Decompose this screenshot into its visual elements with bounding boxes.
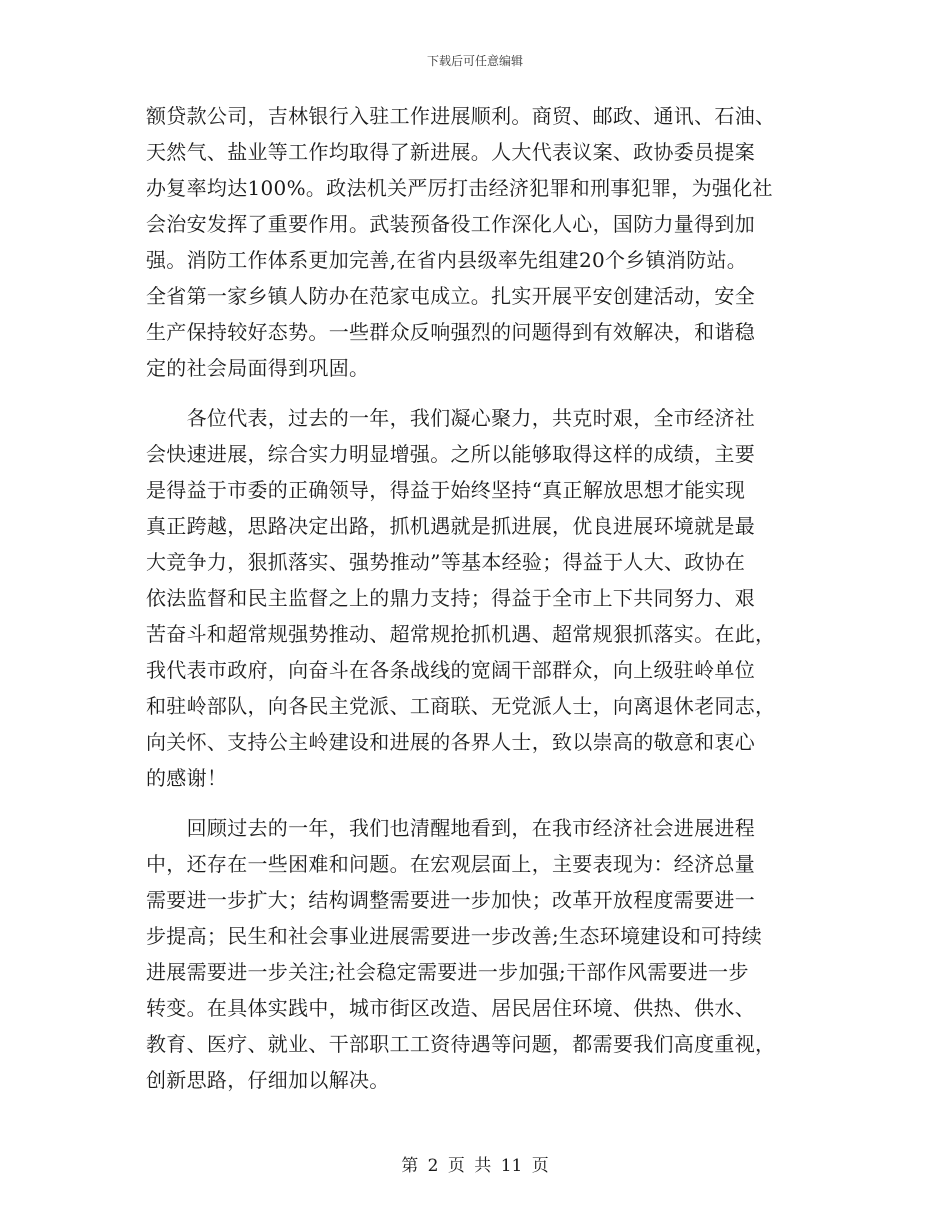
text-line: 是得益于市委的正确领导，得益于始终坚持“真正解放思想才能实现 bbox=[146, 478, 746, 502]
page-footer: 第 2 页 共 11 页 bbox=[401, 1156, 549, 1176]
text-line: 中，还存在一些困难和问题。在宏观层面上，主要表现为：经济总量 bbox=[146, 852, 755, 876]
text-line: 步提高；民生和社会事业进展需要进一步改善;生态环境建设和可持续 bbox=[146, 924, 763, 948]
text-line: 转变。在具体实践中，城市街区改造、居民居住环境、供热、供水、 bbox=[146, 996, 755, 1020]
page-header: 下载后可任意编辑 bbox=[426, 54, 523, 68]
text-line: 会快速进展，综合实力明显增强。之所以能够取得这样的成绩，主要 bbox=[146, 442, 755, 466]
text-line: 办复率均达100%。政法机关严厉打击经济犯罪和刑事犯罪，为强化社 bbox=[146, 176, 773, 200]
text-line: 天然气、盐业等工作均取得了新进展。人大代表议案、政协委员提案 bbox=[146, 140, 755, 164]
text-line: 依法监督和民主监督之上的鼎力支持；得益于全市上下共同努力、艰 bbox=[146, 586, 755, 610]
text-line: 大竞争力，狠抓落实、强势推动”等基本经验；得益于人大、政协在 bbox=[146, 550, 746, 574]
text-line: 和驻岭部队，向各民主党派、工商联、无党派人士，向离退休老同志， bbox=[146, 694, 776, 718]
text-line: 创新思路，仔细加以解决。 bbox=[146, 1068, 390, 1092]
text-line: 真正跨越，思路决定出路，抓机遇就是抓进展，优良进展环境就是最 bbox=[146, 514, 755, 538]
text-line: 强。消防工作体系更加完善,在省内县级率先组建20个乡镇消防站。 bbox=[146, 248, 748, 272]
text-line: 全省第一家乡镇人防办在范家屯成立。扎实开展平安创建活动，安全 bbox=[146, 284, 755, 308]
text-line: 需要进一步扩大；结构调整需要进一步加快；改革开放程度需要进一 bbox=[146, 888, 755, 912]
text-line: 生产保持较好态势。一些群众反响强烈的问题得到有效解决，和谐稳 bbox=[146, 320, 755, 344]
text-line: 会治安发挥了重要作用。武装预备役工作深化人心，国防力量得到加 bbox=[146, 212, 755, 236]
text-line: 我代表市政府，向奋斗在各条战线的宽阔干部群众，向上级驻岭单位 bbox=[146, 658, 755, 682]
text-line: 额贷款公司，吉林银行入驻工作进展顺利。商贸、邮政、通讯、石油、 bbox=[146, 104, 776, 128]
text-line: 各位代表，过去的一年，我们凝心聚力，共克时艰，全市经济社 bbox=[146, 406, 755, 430]
text-line: 教育、医疗、就业、干部职工工资待遇等问题，都需要我们高度重视， bbox=[146, 1032, 776, 1056]
text-line: 向关怀、支持公主岭建设和进展的各界人士，致以崇高的敬意和衷心 bbox=[146, 730, 755, 754]
text-line: 回顾过去的一年，我们也清醒地看到，在我市经济社会进展进程 bbox=[146, 816, 755, 840]
text-line: 进展需要进一步关注;社会稳定需要进一步加强;干部作风需要进一步 bbox=[146, 960, 749, 984]
text-line: 定的社会局面得到巩固。 bbox=[146, 356, 370, 380]
text-line: 的感谢！ bbox=[146, 766, 228, 790]
text-line: 苦奋斗和超常规强势推动、超常规抢抓机遇、超常规狠抓落实。在此， bbox=[146, 622, 776, 646]
